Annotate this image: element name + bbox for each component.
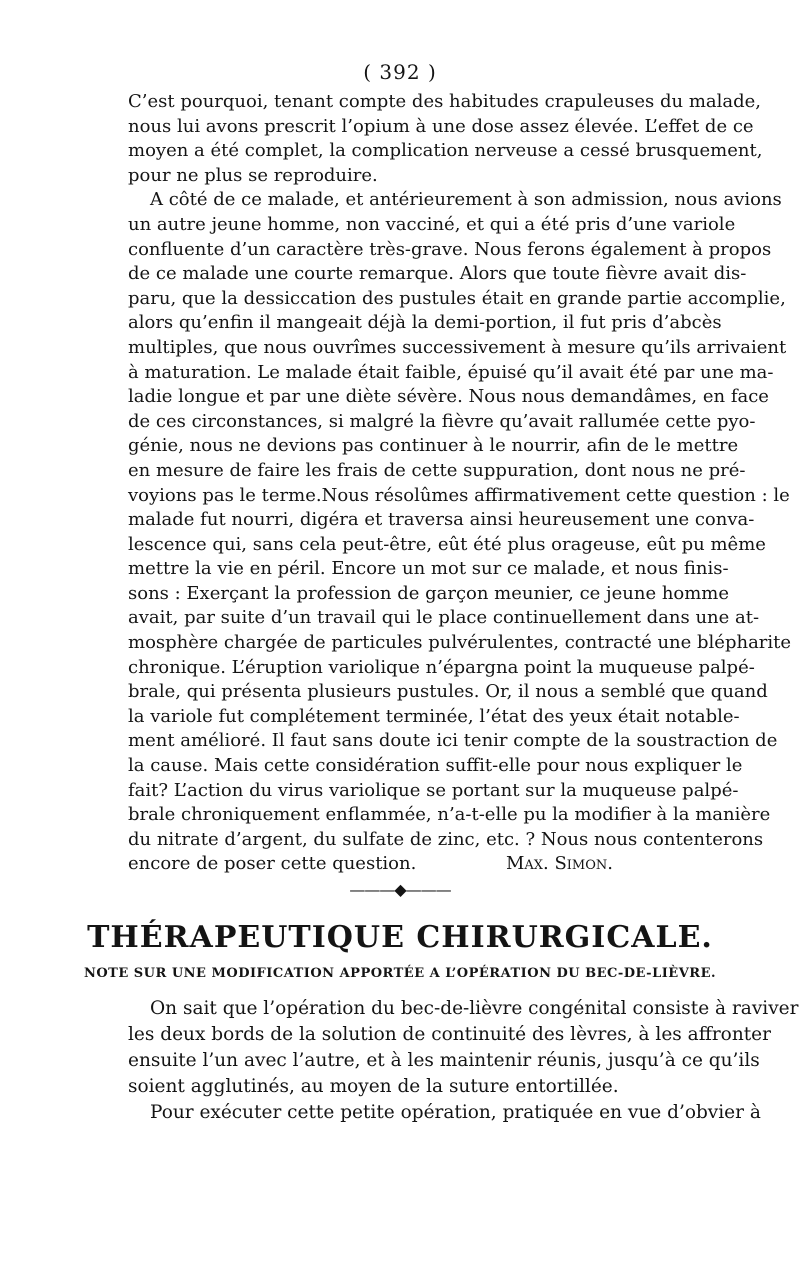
text-line: mettre la vie en péril. Encore un mot sur ce malade, et nous finis- [128,558,729,580]
text-line: moyen a été complet, la complication nerveuse a cessé brusquement, [128,140,763,162]
closing-line [128,852,683,877]
text-line: mosphère chargée de particules pulvérulentes, contracté une blépharite [128,632,792,654]
text-line: la cause. Mais cette considération suffit-elle pour nous expliquer le [128,755,743,777]
text-line: génie, nous ne devions pas continuer à le nourrir, afin de le mettre [128,435,739,457]
text-line: Pour exécuter cette petite opération, pratiquée en vue d’obvier à [150,1102,761,1123]
page-number: ( 392 ) [363,60,437,84]
text-line: paru, que la dessiccation des pustules était en grande partie accomplie, [128,287,786,309]
text-line: les deux bords de la solution de continuité des lèvres, à les affronter [128,1024,771,1045]
text-line: avait, par suite d’un travail qui le place continuellement dans une at- [128,607,760,629]
text-line: un autre jeune homme, non vacciné, et qui a été pris d’une variole [128,213,736,235]
text-line: ladie longue et par une diète sévère. Nous nous demandâmes, en face [128,386,769,408]
author-signature: Max. Simon. [505,853,613,875]
text-line: malade fut nourri, digéra et traversa ainsi heureusement une conva- [128,509,755,531]
text-line: C’est pourquoi, tenant compte des habitudes crapuleuses du malade, [128,91,762,112]
text-line: fait? L’action du virus variolique se portant sur la muqueuse palpé- [128,779,739,801]
text-line: confluente d’un caractère très-grave. Nous ferons également à propos [128,238,772,260]
article-subheading: NOTE SUR UNE MODIFICATION APPORTÉE A L’OPÉRATION DU BEC-DE-LIÈVRE. [83,966,717,981]
text-line: en mesure de faire les frais de cette suppuration, dont nous ne pré- [128,459,746,481]
text-line: alors qu’enfin il mangeait déjà la demi-portion, il fut pris d’abcès [128,312,722,334]
text-line: brale, qui présenta plusieurs pustules. Or, il nous a semblé que quand [128,681,768,703]
text-line: sons : Exerçant la profession de garçon meunier, ce jeune homme [128,582,730,604]
text-line: la variole fut complétement terminée, l’état des yeux était notable- [128,705,740,727]
text-line: A côté de ce malade, et antérieurement à son admission, nous avions [150,189,782,211]
text-line: brale chroniquement enflammée, n’a-t-elle pu la modifier à la manière [128,804,771,826]
section-divider: ———◆——— [349,880,451,899]
article-text-medical-case [128,90,792,877]
text-line: à maturation. Le malade était faible, épuisé qu’il avait été par une ma- [128,361,774,383]
closing-text: encore de poser cette question. [128,853,417,875]
article-text-cleft-lip [128,996,799,1126]
text-line: pour ne plus se reproduire. [128,164,378,186]
text-line: multiples, que nous ouvrîmes successivement à mesure qu’ils arrivaient [128,336,787,358]
text-line: du nitrate d’argent, du sulfate de zinc, etc. ? Nous nous contenterons [128,828,764,850]
text-line: soient agglutinés, au moyen de la suture entortillée. [128,1076,619,1097]
text-line: de ces circonstances, si malgré la fièvre qu’avait rallumée cette pyo- [128,410,756,432]
text-line: lescence qui, sans cela peut-être, eût été plus orageuse, eût pu même [128,533,766,555]
text-line: voyions pas le terme.Nous résolûmes affirmativement cette question : le [128,484,790,506]
section-heading: THÉRAPEUTIQUE CHIRURGICALE. [87,920,713,955]
text-line: chronique. L’éruption variolique n’épargna point la muqueuse palpé- [128,656,755,678]
text-line: de ce malade une courte remarque. Alors que toute fièvre avait dis- [128,263,747,285]
text-line: On sait que l’opération du bec-de-lièvre congénital consiste à raviver [150,998,799,1019]
text-line: nous lui avons prescrit l’opium à une dose assez élevée. L’effet de ce [128,115,754,137]
text-line: ensuite l’un avec l’autre, et à les maintenir réunis, jusqu’à ce qu’ils [128,1050,760,1071]
text-line: ment amélioré. Il faut sans doute ici tenir compte de la soustraction de [128,730,778,752]
